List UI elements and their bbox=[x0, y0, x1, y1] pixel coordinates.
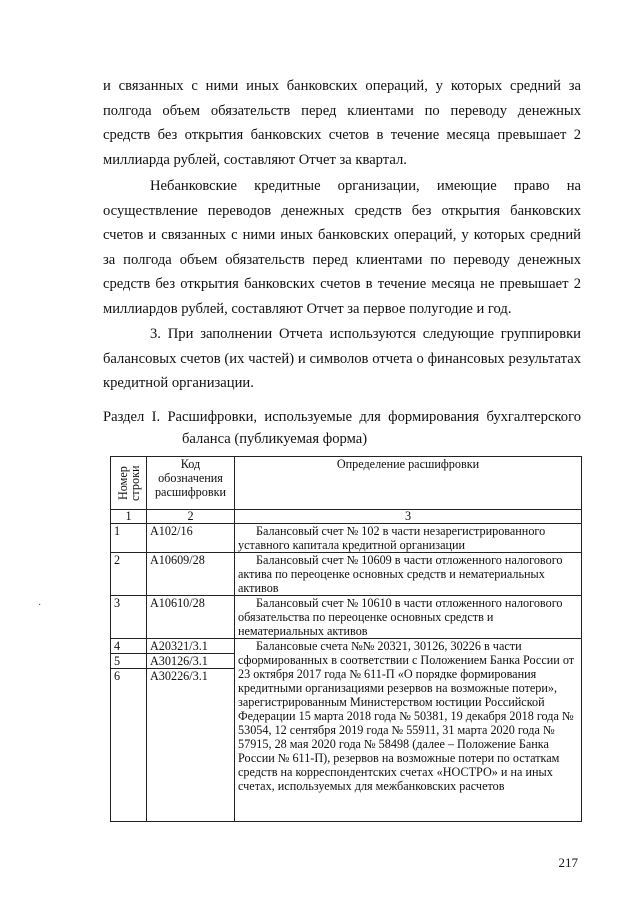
index-cell: 1 bbox=[111, 510, 147, 524]
row-code: А10610/28 bbox=[147, 596, 235, 639]
section-heading-line1: Раздел I. Расшифровки, используемые для формирования бухгалтерского bbox=[103, 409, 581, 425]
table-row bbox=[111, 639, 582, 654]
row-code: А10609/28 bbox=[147, 553, 235, 596]
row-number: 3 bbox=[111, 596, 147, 639]
table-row bbox=[111, 596, 582, 639]
page-number: 217 bbox=[558, 855, 578, 870]
margin-mark: · bbox=[38, 600, 42, 611]
row-code: А102/16 bbox=[147, 524, 235, 553]
row-code: А20321/3.1 bbox=[147, 639, 235, 654]
paragraph-nonbank-orgs: Небанковские кредитные организации, имеющие право на осуществление переводов денежных средств без открытия банковских счетов и связанных с ними иных банковских операций, у которых средний за полгода объем обязательств перед клиентами по переводу денежных средств без открытия банковских счетов в течение месяца не превышает 2 миллиардов рублей, составляют Отчет за первое полугодие и год. bbox=[103, 178, 581, 317]
row-number: 4 bbox=[111, 639, 147, 654]
row-definition: Балансовый счет № 102 в части незарегистрированного уставного капитала кредитной организации bbox=[235, 524, 582, 553]
index-cell: 2 bbox=[147, 510, 235, 524]
paragraph-item-3: 3. При заполнении Отчета используются следующие группировки балансовых счетов (их частей) и символов отчета о финансовых результатах кредитной организации. bbox=[103, 326, 581, 391]
table-row bbox=[111, 553, 582, 596]
row-definition-grouped: Балансовые счета №№ 20321, 30126, 30226 в части сформированных в соответствии с Положением Банка России от 23 октября 2017 года № 611-П «О порядке формирования кредитными организациями резервов на возможные потери», зарегистрированным Министерством юстиции Российской Федерации 15 марта 2018 года № 50381, 19 декабря 2018 года № 53054, 12 сентября 2019 года № 55911, 31 марта 2020 года № 57915, 28 мая 2020 года № 58498 (далее – Положение Банка России № 611-П), резервов на возможные потери по остаткам средств на корреспондентских счетах «НОСТРО» и на иных счетах, используемых для межбанковских расчетов bbox=[235, 639, 582, 822]
table-row bbox=[111, 524, 582, 553]
row-number: 5 bbox=[111, 654, 147, 669]
section-heading bbox=[103, 406, 581, 450]
decoding-table bbox=[110, 456, 582, 822]
header-definition: Определение расшифровки bbox=[235, 457, 582, 510]
row-code: А30126/3.1 bbox=[147, 654, 235, 669]
header-row-number: Номер строки bbox=[111, 457, 147, 510]
row-number: 1 bbox=[111, 524, 147, 553]
row-code: А30226/3.1 bbox=[147, 669, 235, 822]
table-header-row bbox=[111, 457, 582, 510]
index-cell: 3 bbox=[235, 510, 582, 524]
table-index-row bbox=[111, 510, 582, 524]
row-definition: Балансовый счет № 10610 в части отложенного налогового обязательства по переоценке основных средств и нематериальных активов bbox=[235, 596, 582, 639]
row-number: 6 bbox=[111, 669, 147, 822]
header-code: Код обозначения расшифровки bbox=[147, 457, 235, 510]
row-number: 2 bbox=[111, 553, 147, 596]
row-definition: Балансовый счет № 10609 в части отложенного налогового актива по переоценке основных средств и нематериальных активов bbox=[235, 553, 582, 596]
paragraph-continuation: и связанных с ними иных банковских операций, у которых средний за полгода объем обязательств перед клиентами по переводу денежных средств без открытия банковских счетов в течение месяца превышает 2 миллиарда рублей, составляют Отчет за квартал. bbox=[103, 78, 581, 168]
section-heading-line2: баланса (публикуемая форма) bbox=[182, 431, 368, 447]
